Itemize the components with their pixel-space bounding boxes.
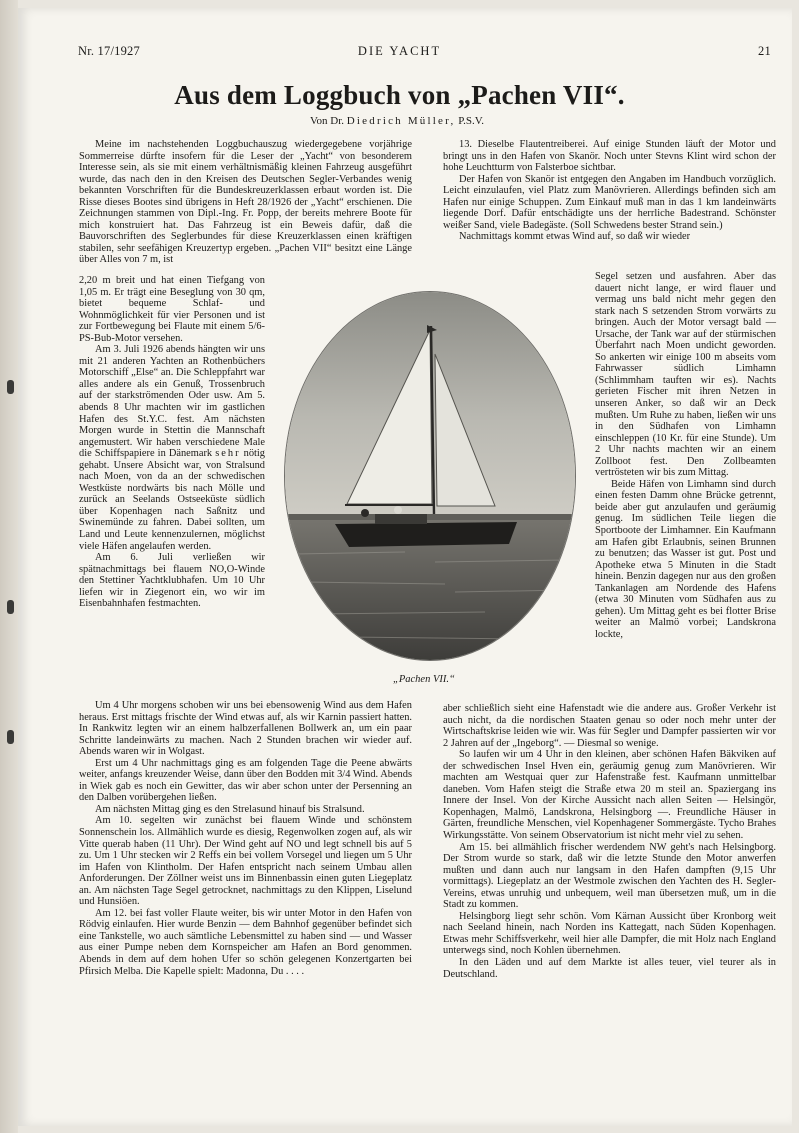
- byline-prefix: Von Dr.: [310, 115, 345, 127]
- binding-hole: [7, 730, 14, 744]
- column-left-bottom: [79, 700, 412, 977]
- column-left-wrap: [79, 275, 265, 610]
- paragraph: Beide Häfen von Limhamn sind durch einen festen Damm ohne Brücke getrennt, beide aber gut anzulaufen und geräumig genug. Im südlichen Teile liegen die Sportboote der Limhamner. Ein Kaufmann am Hafen gibt Erlaubnis, seinen Brunnen zu benutzen; das Wasser ist gut. Post und Apotheke etwa 5 Minuten in die Stadt hinein. Benzin dagegen nur aus den großen Tankanlagen am Nordende des Hafens (etwa 30 Minuten vom Südhafen aus zu gehen). Um Mittag geht es bei flotter Brise weiter an Malmö vorbei; Landskrona lockte,: [595, 478, 776, 640]
- column-left-top: [79, 139, 412, 266]
- sailboat-illustration: [285, 292, 575, 660]
- paragraph: aber schließlich sieht eine Hafenstadt wie die andere aus. Großer Verkehr ist auch nicht, da die nordischen Staaten genau so oder noch mehr unter der Wirtschaftskrise leiden wie wir. Was für Segler und Dampfer passierten wir vor 2 Jahren auf der „Ingeborg“. — Diesmal so wenige.: [443, 703, 776, 749]
- column-right-top: [443, 139, 776, 243]
- paragraph: Um 4 Uhr morgens schoben wir uns bei ebensowenig Wind aus dem Hafen heraus. Erst mittags frischte der Wind etwas auf, als wir Karnin passiert hatten. In Rankwitz legten wir an einem halbzerfallenen Bollwerk an, um ein paar Schritte landeinwärts zu machen. Nach 2 Stunden brachen wir wieder auf. Abends waren wir in Wolgast.: [79, 700, 412, 758]
- paragraph: Meine im nachstehenden Loggbuchauszug wiedergegebene vorjährige Sommerreise dürfte insofern für die Leser der „Yacht“ von besonderem Interesse sein, als sie mit einem verhältnismäßig kleinen Fahrzeug ausgeführt wurde, das nach den in den Kreisen des Deutschen Segler-Verbandes wenig bekannten Vorschriften für die Bundeskreuzerklassen erbaut worden ist. Die Risse dieses Bootes sind übrigens in Heft 28/1926 der „Yacht“ erschienen. Die Zeichnungen stammen von Dipl.-Ing. Fr. Popp, der bereits mehrere Boote für mich konstruiert hat. Das Fahrzeug ist ein Beweis dafür, daß die Bauvorschriften des Seglerbundes für diese Kreuzerklassen einen kräftigen stabilen, sehr seefähigen Kreuzertyp ergeben. „Pachen VII“ besitzt eine Länge über Alles von 7 m, ist: [79, 139, 412, 266]
- author-name: Diedrich Müller,: [346, 115, 456, 127]
- crew-figure: [394, 506, 402, 514]
- paragraph: [79, 344, 265, 552]
- column-right-bottom: [443, 703, 776, 980]
- paragraph: Segel setzen und ausfahren. Aber das dauert nicht lange, er wird flauer und vermag uns bald nicht mehr gegen den stark nach S setzenden Strom vorwärts zu bringen. Auch der Motor versagt bald — Ursache, der Tank war auf der stürmischen Überfahrt nach Moen undicht geworden. So ankerten wir einige 100 m abseits vom Fahrwasser südlich Limhamn (Schlimmham tauften wir es). Nachts gerieten Fischer mit ihren Netzen in unseren Anker, so daß wir an Deck mußten. Um Ruhe zu haben, ließen wir uns in den Südhafen von Limhamn einschleppen (10 Kr. für eine Stunde). Um 2 Uhr nachts machten wir an einem Zollboot fest. Den Zollbeamten vertrösteten wir bis zum Mittag.: [595, 271, 776, 479]
- paragraph: Am 15. bei allmählich frischer werdendem NW geht's nach Helsingborg. Der Strom wurde so stark, daß wir die letzte Stunde den Motor anwerfen mußten und dann auch nur langsam in den Hafen dampften (9,15 Uhr vormittags). Liegeplatz an der Westmole zwischen den Yachten des H. Segler-Vereins, etwas unruhig und unbequem, weil man übersetzen muß, um in die Stadt zu kommen.: [443, 841, 776, 911]
- cabin: [375, 514, 427, 524]
- crew-figure: [361, 509, 369, 517]
- paragraph: Am 6. Juli verließen wir spätnachmittags bei flauem NO,O-Winde den Stettiner Yachtklubhafen. Um 10 Uhr liefen wir in Ziegenort ein, wo wir im Eisenbahnhafen festmachten.: [79, 552, 265, 610]
- photo-caption: „Pachen VII.“: [393, 674, 455, 685]
- paragraph: Am nächsten Mittag ging es den Strelasund hinauf bis Stralsund.: [95, 803, 365, 815]
- paragraph: Der Hafen von Skanör ist entgegen den Angaben im Handbuch vorzüglich. Leicht einzulaufen, viel Platz zum Manövrieren. Allerdings befinden sich am Hafen nur einige Schuppen. Zum Einkauf muß man in das 1 km landeinwärts liegende Dorf. Dafür entschädigte uns der herrliche Badestrand. Schönster weißer Sand, viele Badegäste. (Soll Schwedens bester Strand sein.): [443, 173, 776, 231]
- issue-number: Nr. 17/1927: [78, 44, 140, 58]
- paragraph: 13. Dieselbe Flautentreiberei. Auf einige Stunden läuft der Motor und bringt uns in den Hafen von Skanör. Noch unter Stevns Klint wird schon der hohe Leuchtturm von Falsterboe sichtbar.: [443, 139, 776, 174]
- text-run: nötig gehabt. Unsere Absicht war, von Stralsund nach Moen, von da an der schwedischen Westküste nordwärts bis nach Mölle und zurück an Seelands Ostseeküste südlich über Kopenhagen nach Saßnitz und Swinemünde zu fahren. Dabei sollten, um Land und Leute kennenzulernen, möglichst viele Häfen angelaufen werden.: [79, 448, 265, 552]
- shoreline: [285, 514, 575, 520]
- paragraph: Nachmittags kommt etwas Wind auf, so daß wir wieder: [459, 231, 691, 243]
- journal-name: DIE YACHT: [357, 44, 442, 58]
- spaced-word: sehr: [215, 448, 241, 460]
- paragraph: So laufen wir um 4 Uhr in den kleinen, aber schönen Hafen Bäkviken auf der schwedischen Insel Hven ein, geräumig genug zum Manövrieren. Wir machten am Westquai quer zur Hafenstraße fest. Kaufmann unmittelbar daneben. Vom Hafen steigt die Straße etwa 20 m steil an. Spaziergang ins Innere der Insel. Von der Kirche Aussicht nach allen Seiten — Helsingör, Kopenhagen, Malmö, Landskrona, Helsingborg —. Freundliche Häuser in Gärten, freundliche Menschen, viel Kopenhagener Sommergäste. Tycho Brahes Wirkungsstätte. Von seinem Observatorium ist nicht mehr viel zu sehen.: [443, 749, 776, 842]
- page-number: 21: [758, 44, 771, 58]
- byline: [310, 115, 484, 127]
- binding-hole: [7, 600, 14, 614]
- sailboat-photo: [285, 292, 575, 660]
- binding-hole: [7, 380, 14, 394]
- binding-spine: [0, 0, 18, 1133]
- paragraph: Am 12. bei fast voller Flaute weiter, bis wir unter Motor in den Hafen von Rödvig einlaufen. Hier wurde Benzin — dem Bahnhof gegenüber befindet sich eine Tankstelle, wo auch sämtliche Lebensmittel zu haben sind — und Wasser aus einer Pumpe neben dem Kornspeicher am Hafen an Bord genommen. Abends in dem auf dem hohen Ufer so schön gelegenen Konzertgarten bei Pfirsich Melba. Die Kapelle spielt: Madonna, Du . . . .: [79, 907, 412, 977]
- byline-suffix: P.S.V.: [458, 115, 485, 127]
- text-run: Am 3. Juli 1926 abends hängten wir uns mit 21 anderen Yachten an Rothenbüchers Motorschiff „Else“ an. Die Schleppfahrt war alles andere als ein Genuß, Trossenbruch auf der starkströmenden Oder usw. Am 5. abends 8 Uhr machten wir im gastlichen Hafen des St.Y.C. fest. Am nächsten Morgen wurde in Stettin die Mannschaft angemustert. Wir haben verschiedene Male die Schiffspapiere in Dänemark: [79, 344, 265, 460]
- paragraph: Erst um 4 Uhr nachmittags ging es am folgenden Tage die Peene abwärts weiter, anfangs kreuzender Weise, dann über den Bodden mit 3/4 Wind. Abends in Wiek gab es noch ein Gewitter, das wir aber schon unter der Persenning an den Dalben vorübergehen ließen.: [79, 757, 412, 804]
- paragraph: 2,20 m breit und hat einen Tiefgang von 1,05 m. Er trägt eine Beseglung von 30 qm, bietet bequeme Schlaf- und Wohnmöglichkeit für vier Personen und ist zur Fortbewegung bei Flaute mit einem 5/6-PS-Bub-Motor versehen.: [79, 275, 265, 344]
- paragraph: In den Läden und auf dem Markte ist alles teuer, viel teurer als in Deutschland.: [443, 957, 776, 980]
- article-title: Aus dem Loggbuch von „Pachen VII“.: [174, 80, 625, 110]
- hull: [335, 522, 517, 547]
- paragraph: Am 10. segelten wir zunächst bei flauem Winde und schönstem Sonnenschein los. Allmählich wurde es diesig, Regenwolken zogen auf, als wir Vitte querab haben (11 Uhr). Der Wind geht auf NO und legt schnell bis auf 5 zu. Um 1 Uhr stecken wir 2 Reffs ein bei vollem Vorsegel und liegen um 5 Uhr im Hafen von Klintholm. Der Hafen entspricht nach seinem Umbau allen Anforderungen. Der Zöllner weist uns im Binnenbassin einen guten Liegeplatz an. Am nächsten Tage Segel getrocknet, nachmittags zu den Klippen, Liselund und Hunsiöen.: [79, 815, 412, 908]
- paragraph: Helsingborg liegt sehr schön. Vom Kärnan Aussicht über Kronborg weit nach Seeland hinein, nach Norden ins Kattegatt, nach Süden Kopenhagen. Etwas mehr Schiffsverkehr, weil hier alle Dampfer, die mit Holz nach England unterwegs sind, noch Kohlen übernehmen.: [443, 910, 776, 957]
- column-right-wrap: [595, 271, 776, 641]
